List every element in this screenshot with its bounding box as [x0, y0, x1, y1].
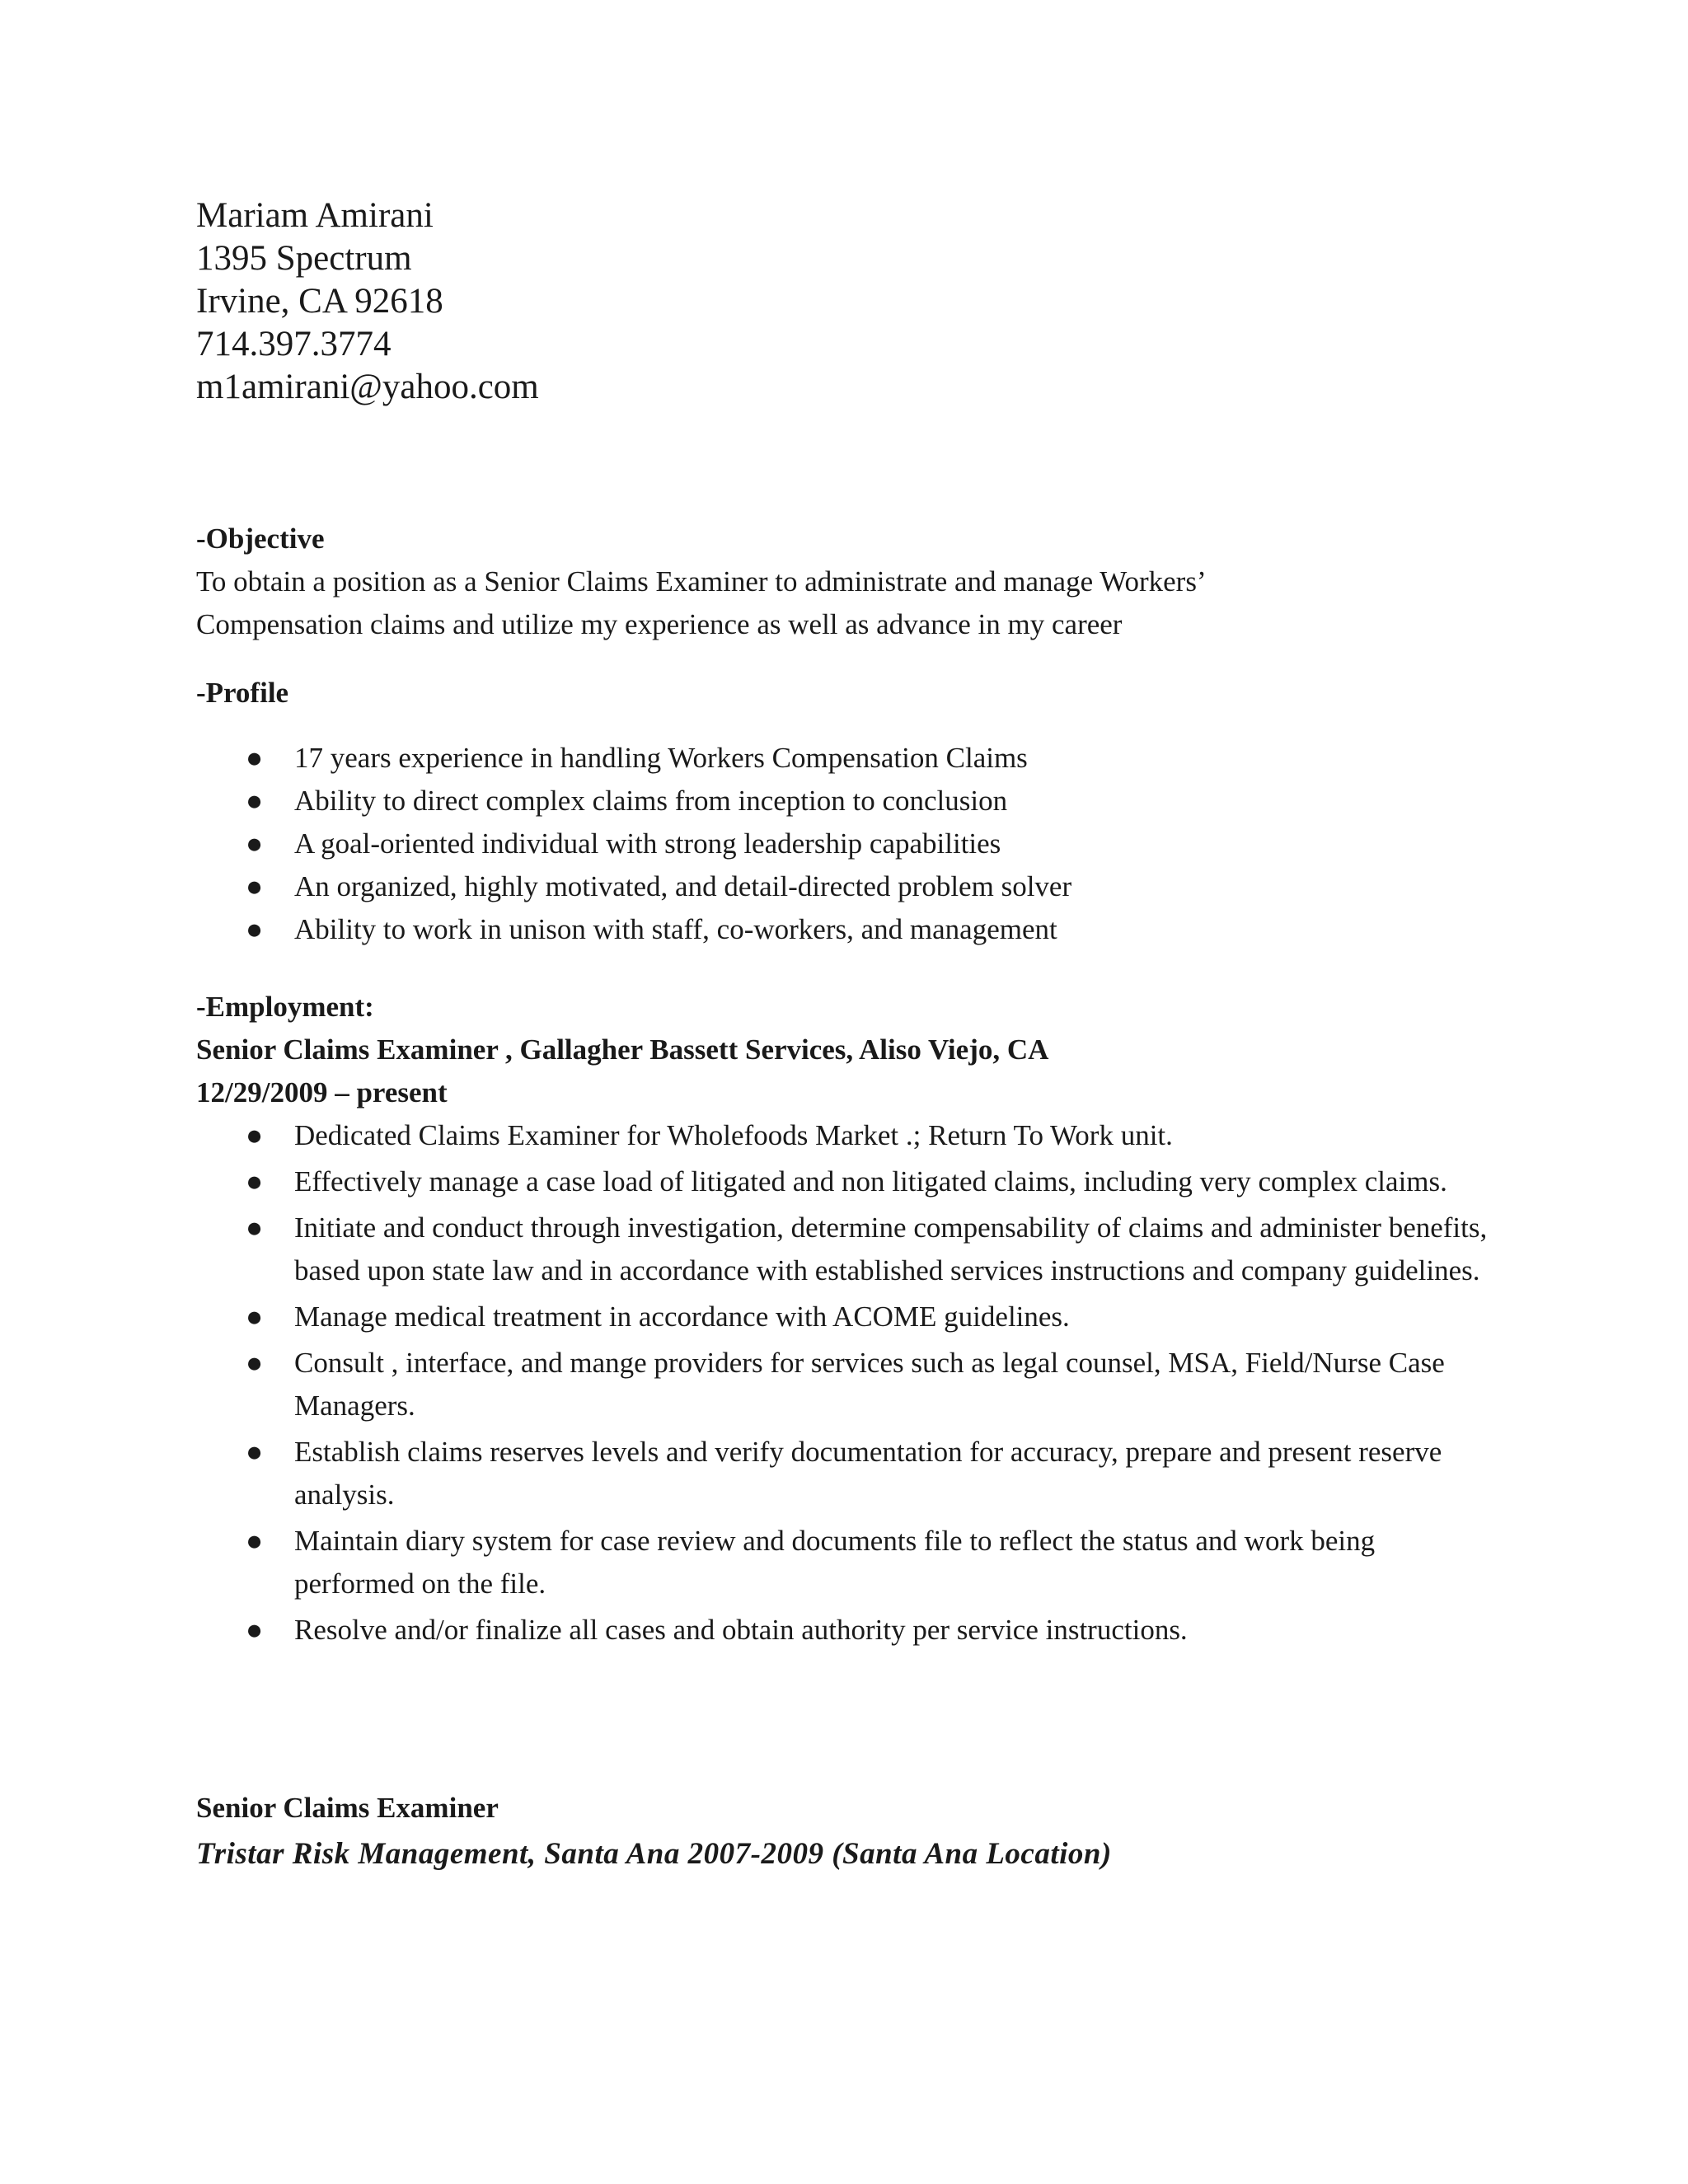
list-item [196, 1342, 1498, 1427]
duty-text: Resolve and/or finalize all cases and obtain authority per service instructions. [294, 1614, 1188, 1646]
list-item [196, 823, 1498, 865]
job1-duties-list [196, 1114, 1498, 1652]
bullet-icon: ● [246, 1165, 264, 1197]
duty-text: Manage medical treatment in accordance with ACOME guidelines. [294, 1301, 1070, 1333]
bullet-icon: ● [246, 785, 264, 817]
bullet-icon: ● [246, 827, 264, 860]
contact-phone: 714.397.3774 [196, 325, 392, 363]
list-item [196, 1431, 1498, 1516]
objective-section [196, 518, 1498, 646]
bullet-icon: ● [246, 870, 264, 902]
list-item [196, 1520, 1498, 1605]
job2-company-line: Tristar Risk Management, Santa Ana 2007-2009 (Santa Ana Location) [196, 1837, 1112, 1871]
duty-text: Maintain diary system for case review and documents file to reflect the status and work being performed on the file. [294, 1525, 1376, 1600]
objective-heading: -Objective [196, 523, 325, 555]
profile-heading: -Profile [196, 677, 289, 709]
list-item [196, 1207, 1498, 1292]
list-item [196, 908, 1498, 951]
contact-city: Irvine, CA 92618 [196, 282, 443, 321]
bullet-icon: ● [246, 742, 264, 774]
bullet-icon: ● [246, 1212, 264, 1244]
job2-title: Senior Claims Examiner [196, 1792, 499, 1824]
job1-dates: 12/29/2009 – present [196, 1076, 448, 1108]
list-item [196, 1296, 1498, 1338]
contact-name: Mariam Amirani [196, 196, 434, 235]
list-item [196, 780, 1498, 823]
objective-line-1: To obtain a position as a Senior Claims Examiner to administrate and manage Workers’ [196, 565, 1207, 598]
list-item [196, 1160, 1498, 1203]
bullet-icon: ● [246, 1119, 264, 1151]
profile-section [196, 672, 1498, 951]
employment-heading: -Employment: [196, 991, 374, 1023]
duty-text: Dedicated Claims Examiner for Wholefoods Market .; Return To Work unit. [294, 1119, 1173, 1151]
list-item [196, 865, 1498, 908]
duty-text: Establish claims reserves levels and verify documentation for accuracy, prepare and present reserve analysis. [294, 1436, 1442, 1511]
contact-email: m1amirani@yahoo.com [196, 368, 539, 406]
duty-text: Effectively manage a case load of litigated and non litigated claims, including very complex claims. [294, 1165, 1447, 1197]
employment-section [196, 986, 1498, 1876]
job1-title: Senior Claims Examiner , Gallagher Bassett Services, Aliso Viejo, CA [196, 1033, 1049, 1066]
list-item [196, 1114, 1498, 1157]
contact-block [196, 194, 1498, 409]
duty-text: Initiate and conduct through investigation, determine compensability of claims and administer benefits, based upon state law and in accordance with established services instructions and company guidelines. [294, 1212, 1488, 1286]
bullet-icon: ● [246, 913, 264, 945]
profile-item-text: A goal-oriented individual with strong leadership capabilities [294, 827, 1001, 860]
profile-item-text: An organized, highly motivated, and detail-directed problem solver [294, 870, 1072, 902]
bullet-icon: ● [246, 1436, 264, 1468]
resume-page [196, 194, 1498, 1876]
bullet-icon: ● [246, 1614, 264, 1646]
profile-item-text: 17 years experience in handling Workers Compensation Claims [294, 742, 1028, 774]
bullet-icon: ● [246, 1301, 264, 1333]
list-item [196, 737, 1498, 780]
contact-street: 1395 Spectrum [196, 239, 412, 278]
bullet-icon: ● [246, 1347, 264, 1379]
profile-list [196, 737, 1498, 951]
profile-item-text: Ability to work in unison with staff, co-workers, and management [294, 913, 1057, 945]
list-item [196, 1609, 1498, 1652]
objective-line-2: Compensation claims and utilize my experience as well as advance in my career [196, 608, 1123, 640]
duty-text: Consult , interface, and mange providers for services such as legal counsel, MSA, Field/Nurse Case Managers. [294, 1347, 1445, 1422]
profile-item-text: Ability to direct complex claims from inception to conclusion [294, 785, 1008, 817]
bullet-icon: ● [246, 1525, 264, 1557]
